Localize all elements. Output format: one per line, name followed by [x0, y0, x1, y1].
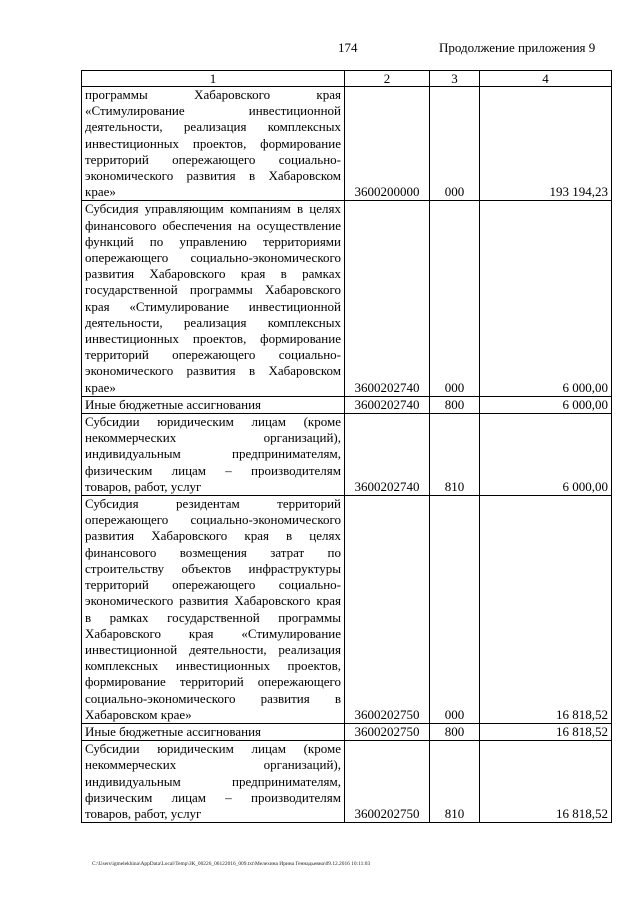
- row-amount: 16 818,52: [480, 723, 612, 740]
- row-code: 3600202740: [345, 396, 430, 413]
- row-code: 3600200000: [345, 87, 430, 201]
- table-row: [82, 87, 612, 201]
- table-header-row: [82, 71, 612, 87]
- row-type: 000: [430, 201, 480, 396]
- row-amount: 16 818,52: [480, 496, 612, 724]
- row-name: Субсидии юридическим лицам (кроме некоммерческих организаций), индивидуальным предпринимателям, физическим лицам – производителям товаров, работ, услуг: [82, 741, 345, 823]
- table-row: [82, 496, 612, 724]
- table-row: [82, 414, 612, 496]
- appendix-label: Продолжение приложения 9: [439, 40, 596, 55]
- column-header: 4: [480, 71, 612, 87]
- page-number: 174: [338, 40, 358, 55]
- row-code: 3600202750: [345, 723, 430, 740]
- row-code: 3600202750: [345, 496, 430, 724]
- footer-file-path: C:\Users\igmelekhina\AppData\Local\Temp\ЗК_00226_06122016_009.txt\Мелехина Ирина Геннадьевна\09.12.2016 10:11:03: [92, 861, 371, 867]
- row-name: Субсидия управляющим компаниям в целях финансового обеспечения на осуществление функций по управлению территориями опережающего социально-экономического развития Хабаровского края в рамках государственной программы Хабаровского края «Стимулирование инвестиционной деятельности, реализация комплексных инвестиционных проектов, формирование территорий опережающего социально-экономического развития в Хабаровском крае»: [82, 201, 345, 396]
- row-code: 3600202750: [345, 741, 430, 823]
- row-type: 000: [430, 87, 480, 201]
- column-header: 1: [82, 71, 345, 87]
- table-row: [82, 741, 612, 823]
- row-amount: 193 194,23: [480, 87, 612, 201]
- column-header: 2: [345, 71, 430, 87]
- row-name: Субсидия резидентам территорий опережающего социально-экономического развития Хабаровского края в целях финансового возмещения затрат по строительству объектов инфраструктуры территорий опережающего социально-экономического развития Хабаровского края в рамках государственной программы Хабаровского края «Стимулирование инвестиционной деятельности, реализация комплексных инвестиционных проектов, формирование территорий опережающего социально-экономического развития в Хабаровском крае»: [82, 496, 345, 724]
- row-code: 3600202740: [345, 414, 430, 496]
- row-type: 810: [430, 414, 480, 496]
- row-type: 800: [430, 396, 480, 413]
- budget-table: [81, 70, 612, 823]
- table-row: [82, 201, 612, 396]
- column-header: 3: [430, 71, 480, 87]
- row-amount: 6 000,00: [480, 414, 612, 496]
- row-type: 810: [430, 741, 480, 823]
- row-code: 3600202740: [345, 201, 430, 396]
- table-row: [82, 723, 612, 740]
- table-row: [82, 396, 612, 413]
- row-name: Иные бюджетные ассигнования: [82, 723, 345, 740]
- row-type: 000: [430, 496, 480, 724]
- row-name: Иные бюджетные ассигнования: [82, 396, 345, 413]
- row-amount: 6 000,00: [480, 396, 612, 413]
- row-name: Субсидии юридическим лицам (кроме некоммерческих организаций), индивидуальным предпринимателям, физическим лицам – производителям товаров, работ, услуг: [82, 414, 345, 496]
- row-amount: 6 000,00: [480, 201, 612, 396]
- row-type: 800: [430, 723, 480, 740]
- row-amount: 16 818,52: [480, 741, 612, 823]
- row-name: программы Хабаровского края «Стимулирование инвестиционной деятельности, реализация комплексных инвестиционных проектов, формирование территорий опережающего социально-экономического развития в Хабаровском крае»: [82, 87, 345, 201]
